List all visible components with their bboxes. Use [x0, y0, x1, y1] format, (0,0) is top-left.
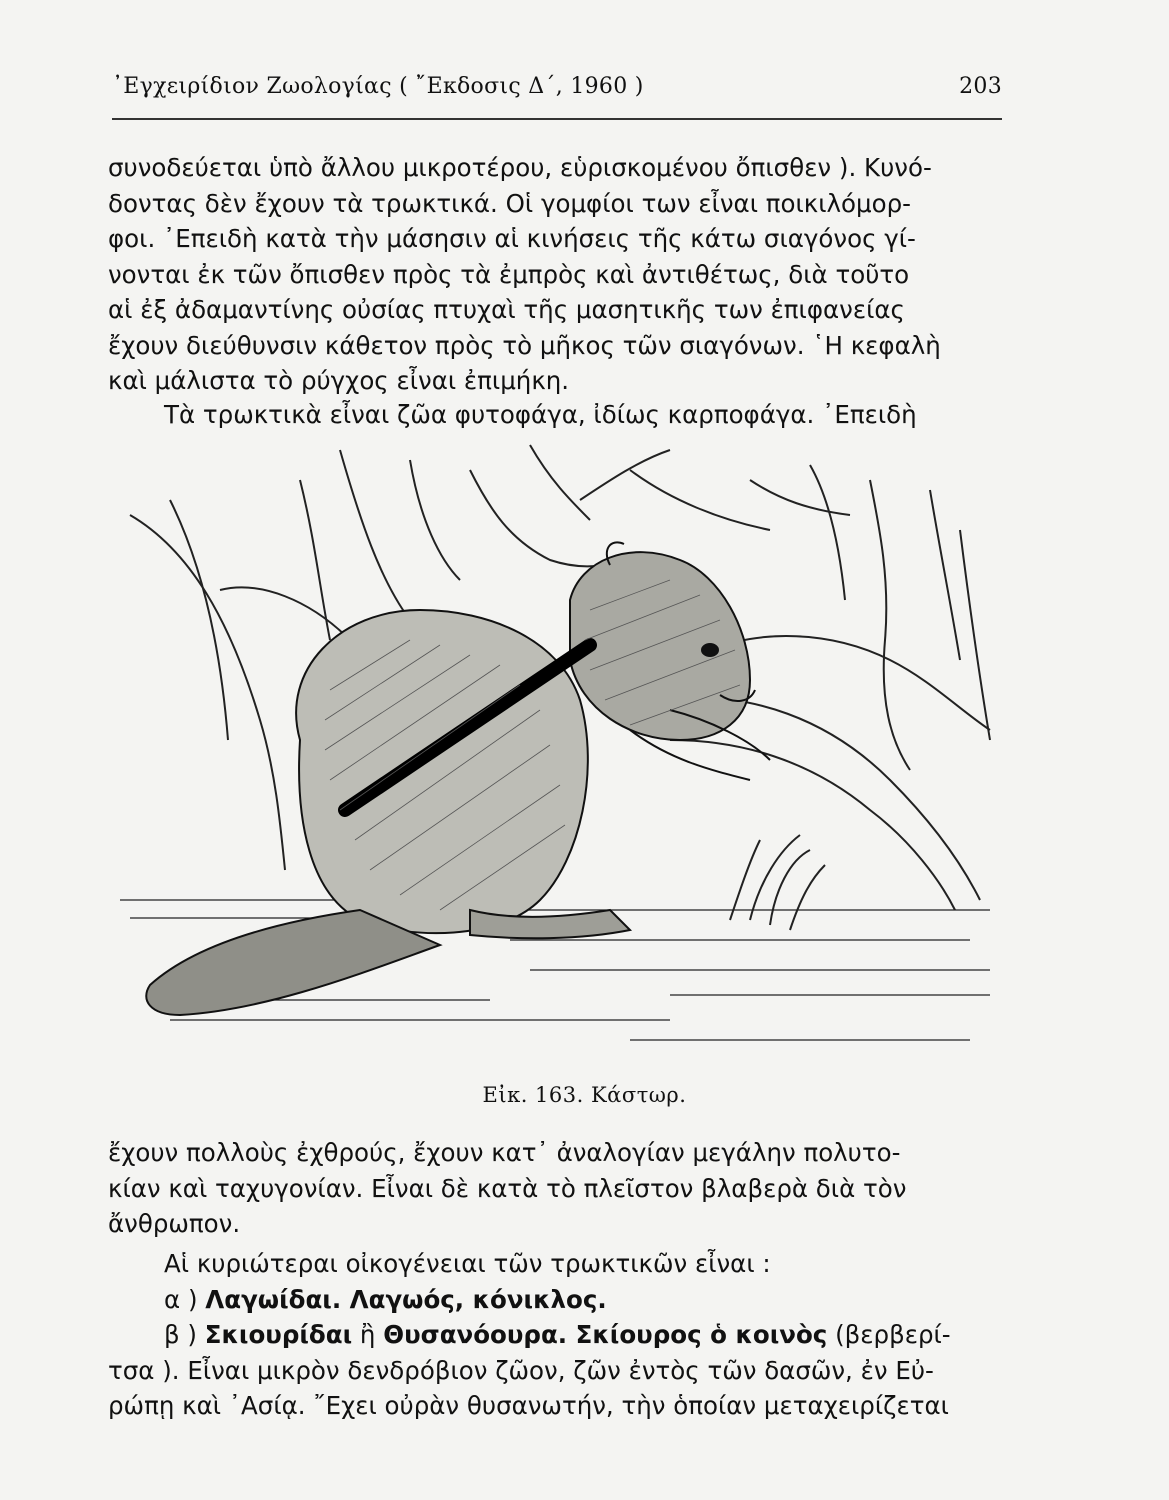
text-line: συνοδεύεται ὑπὸ ἄλλου μικροτέρου, εὑρισκομένου ὄπισθεν ). Κυνό-	[108, 153, 932, 182]
family-b-connector: ἢ	[352, 1320, 384, 1349]
text-line: φοι. ᾿Επειδὴ κατὰ τὴν μάσησιν αἱ κινήσεις τῆς κάτω σιαγόνος γί-	[108, 224, 916, 253]
text-line: Τὰ τρωκτικὰ εἶναι ζῶα φυτοφάγα, ἰδίως καρποφάγα. ᾿Επειδὴ	[164, 400, 917, 429]
page-number: 203	[959, 74, 1002, 99]
family-a-name: Λαγωίδαι. Λαγωός, κόνικλος.	[205, 1284, 607, 1314]
text-line: τσα ). Εἶναι μικρὸν δενδρόβιον ζῶον, ζῶν ἐντὸς τῶν δασῶν, ἐν Εὐ-	[108, 1355, 934, 1385]
text-line: νονται ἐκ τῶν ὄπισθεν πρὸς τὰ ἐμπρὸς καὶ ἀντιθέτως, διὰ τοῦτο	[108, 259, 910, 289]
header-rule	[112, 118, 1002, 120]
text-line: αἱ ἐξ ἀδαμαντίνης οὐσίας πτυχαὶ τῆς μασητικῆς των ἐπιφανείας	[108, 295, 905, 324]
paragraph-2	[108, 397, 1003, 433]
family-b-marker: β )	[164, 1320, 197, 1349]
running-header	[112, 74, 1002, 99]
header-title: ᾿Εγχειρίδιον Ζωολογίας ( ῎Εκδοσις Δ΄, 1960 )	[112, 74, 644, 99]
family-b	[108, 1317, 1003, 1353]
text-line: Αἱ κυριώτεραι οἰκογένειαι τῶν τρωκτικῶν εἶναι :	[164, 1249, 771, 1278]
text-line: κίαν καὶ ταχυγονίαν. Εἶναι δὲ κατὰ τὸ πλεῖστον βλαβερὰ διὰ τὸν	[108, 1173, 907, 1203]
text-line: ἔχουν πολλοὺς ἐχθρούς, ἔχουν κατ᾿ ἀναλογίαν μεγάλην πολυτο-	[108, 1138, 901, 1167]
beaver-illustration	[110, 440, 995, 1065]
figure-caption: Εἰκ. 163. Κάστωρ.	[482, 1083, 687, 1107]
text-line: καὶ μάλιστα τὸ ρύγχος εἶναι ἐπιμήκη.	[108, 366, 570, 395]
paragraph-4	[108, 1246, 1003, 1424]
paragraph-3	[108, 1135, 1003, 1242]
beaver	[146, 542, 770, 1015]
family-b-rest: (βερβερί-	[827, 1320, 951, 1349]
text-line: ἄνθρωπον.	[108, 1209, 241, 1238]
family-b-name: Σκιουρίδαι	[204, 1320, 353, 1349]
family-a	[108, 1282, 1003, 1318]
text-line: δοντας δὲν ἔχουν τὰ τρωκτικά. Οἱ γομφίοι των εἶναι ποικιλόμορ-	[108, 188, 911, 218]
paragraph-1	[108, 150, 1003, 399]
text-line: ἔχουν διεύθυνσιν κάθετον πρὸς τὸ μῆκος τῶν σιαγόνων. ῾Η κεφαλὴ	[108, 330, 941, 360]
family-b-species: Θυσανόουρα. Σκίουρος ὁ κοινὸς	[383, 1320, 828, 1349]
text-line: ρώπῃ καὶ ᾿Ασίᾳ. ῎Εχει οὐρὰν θυσανωτήν, τὴν ὁποίαν μεταχειρίζεται	[108, 1391, 949, 1420]
family-a-marker: α )	[164, 1284, 198, 1314]
